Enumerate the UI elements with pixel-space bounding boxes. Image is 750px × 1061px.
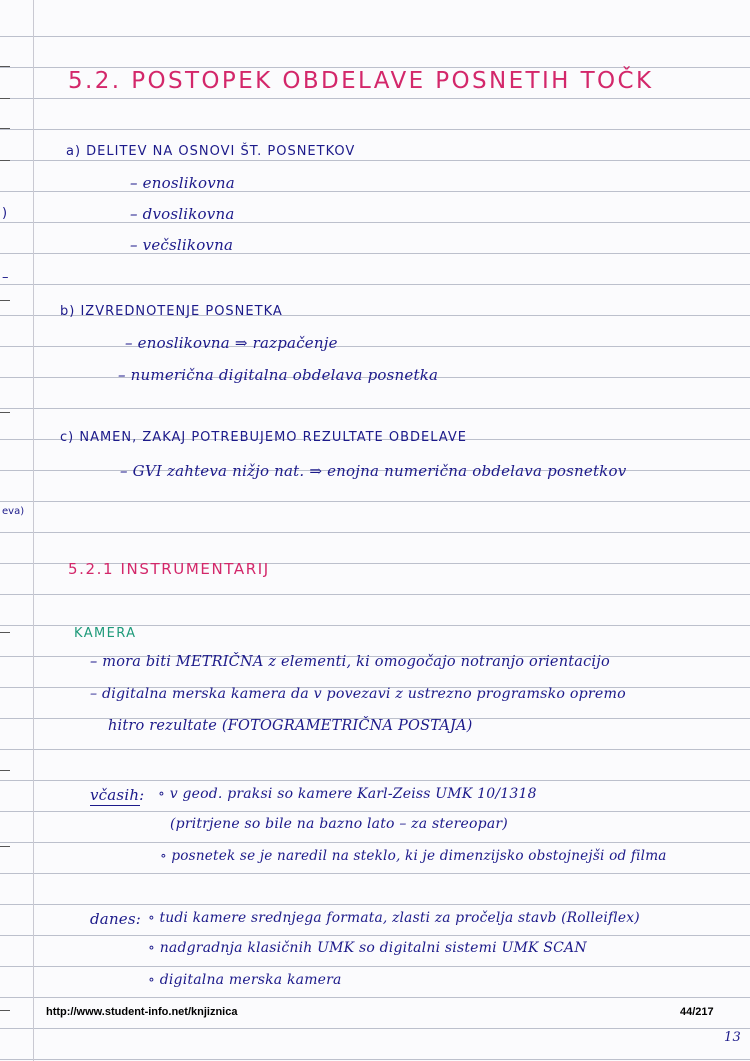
- list-item: – GVI zahteva nižjo nat. ⇒ enojna numerična obdelava posnetkov: [120, 462, 627, 480]
- list-item: – dvoslikovna: [130, 205, 235, 223]
- margin-tick: [0, 66, 10, 67]
- subsection-heading: 5.2.1 INSTRUMENTARIJ: [68, 560, 270, 578]
- list-item: ∘ digitalna merska kamera: [148, 972, 342, 988]
- margin-tick: [0, 128, 10, 129]
- page-title: 5.2. POSTOPEK OBDELAVE POSNETIH TOČK: [68, 68, 654, 94]
- footer-page-number: 44/217: [680, 1006, 714, 1018]
- list-item: hitro rezultate (FOTOGRAMETRIČNA POSTAJA): [108, 718, 473, 734]
- danes-label: danes:: [90, 910, 142, 928]
- list-item: – enoslikovna ⇒ razpačenje: [125, 334, 338, 352]
- margin-line: [33, 0, 34, 1061]
- margin-tick: [0, 160, 10, 161]
- margin-note: ): [2, 206, 8, 221]
- margin-tick: [0, 846, 10, 847]
- footer-url: http://www.student-info.net/knjiznica: [46, 1006, 238, 1018]
- vcasih-underline: [90, 805, 140, 806]
- list-item: ∘ v geod. praksi so kamere Karl-Zeiss UMK 10/1318: [158, 786, 537, 802]
- margin-tick: [0, 770, 10, 771]
- margin-tick: [0, 412, 10, 413]
- corner-page-number: 13: [724, 1030, 741, 1045]
- list-item: – enoslikovna: [130, 174, 235, 192]
- list-item: – večslikovna: [130, 236, 234, 254]
- list-item: – numerična digitalna obdelava posnetka: [118, 366, 439, 384]
- list-item: (pritrjene so bile na bazno lato – za stereopar): [170, 816, 508, 832]
- section-a-heading: a) DELITEV NA OSNOVI ŠT. POSNETKOV: [66, 144, 356, 159]
- margin-tick: [0, 632, 10, 633]
- list-item: ∘ nadgradnja klasičnih UMK so digitalni sistemi UMK SCAN: [148, 940, 587, 956]
- section-b-heading: b) IZVREDNOTENJE POSNETKA: [60, 304, 283, 319]
- list-item: ∘ posnetek se je naredil na steklo, ki je dimenzijsko obstojnejši od filma: [160, 848, 667, 864]
- margin-note: eva): [2, 506, 25, 517]
- section-c-heading: c) NAMEN, ZAKAJ POTREBUJEMO REZULTATE OBDELAVE: [60, 430, 467, 445]
- list-item: – mora biti METRIČNA z elementi, ki omogočajo notranjo orientacijo: [90, 654, 610, 670]
- kamera-label: KAMERA: [74, 626, 137, 641]
- list-item: ∘ tudi kamere srednjega formata, zlasti za pročelja stavb (Rolleiflex): [148, 910, 640, 926]
- margin-note: –: [2, 270, 9, 285]
- list-item: – digitalna merska kamera da v povezavi z ustrezno programsko opremo: [90, 686, 626, 702]
- margin-tick: [0, 300, 10, 301]
- vcasih-label: včasih:: [90, 786, 145, 804]
- margin-tick: [0, 98, 10, 99]
- margin-tick: [0, 1010, 10, 1011]
